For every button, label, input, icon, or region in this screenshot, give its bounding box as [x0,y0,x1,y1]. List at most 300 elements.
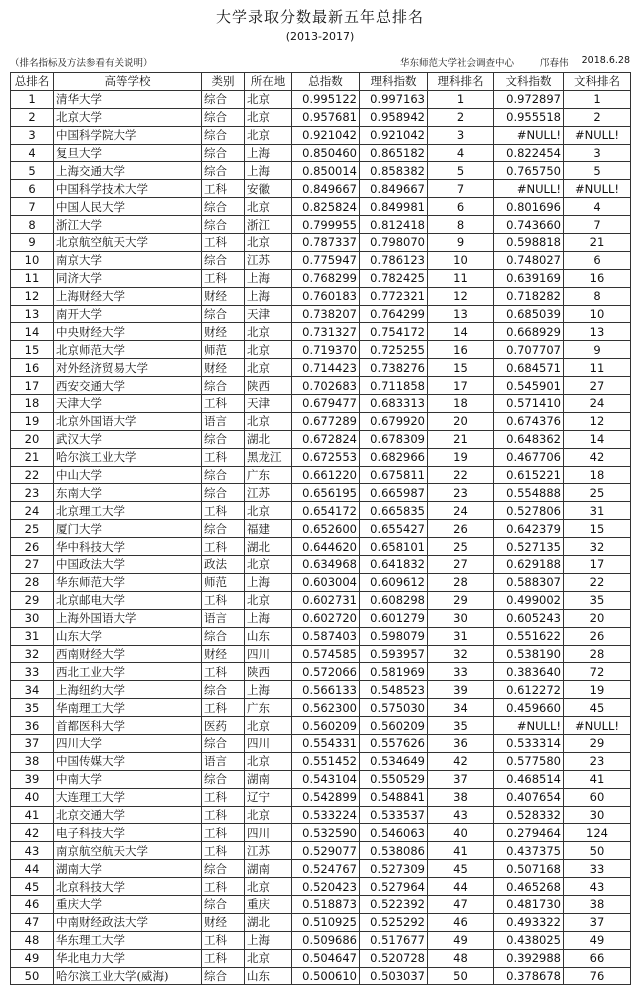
cell-total-index: 0.524767 [292,860,360,878]
cell-total-index: 0.849667 [292,180,360,198]
cell-arts-index: #NULL! [494,717,564,735]
cell-science-index: 0.682966 [360,448,428,466]
ranking-table [10,72,631,985]
table-row [11,448,631,466]
cell-total-rank: 41 [11,806,54,824]
cell-science-rank: 4 [428,144,494,162]
cell-science-rank: 14 [428,323,494,341]
cell-arts-rank: 66 [564,949,631,967]
cell-science-rank: 9 [428,234,494,252]
cell-total-rank: 19 [11,412,54,430]
cell-total-rank: 43 [11,842,54,860]
table-row [11,377,631,395]
cell-total-rank: 5 [11,162,54,180]
cell-school: 西安交通大学 [54,377,202,395]
cell-arts-index: #NULL! [494,126,564,144]
cell-category: 财经 [202,359,245,377]
cell-science-index: 0.678309 [360,430,428,448]
cell-total-rank: 42 [11,824,54,842]
cell-total-index: 0.529077 [292,842,360,860]
cell-total-index: 0.543104 [292,770,360,788]
cell-total-rank: 49 [11,949,54,967]
cell-arts-rank: #NULL! [564,717,631,735]
cell-location: 江苏 [245,484,292,502]
cell-school: 哈尔滨工业大学(威海) [54,967,202,985]
cell-arts-rank: 10 [564,305,631,323]
cell-science-rank: 34 [428,699,494,717]
cell-location: 北京 [245,359,292,377]
cell-arts-rank: 5 [564,162,631,180]
table-row [11,466,631,484]
cell-science-index: 0.675811 [360,466,428,484]
cell-arts-index: 0.551622 [494,627,564,645]
cell-category: 综合 [202,681,245,699]
table-row [11,573,631,591]
cell-science-index: 0.849981 [360,198,428,216]
cell-total-rank: 12 [11,287,54,305]
cell-location: 北京 [245,108,292,126]
cell-arts-rank: 33 [564,860,631,878]
cell-location: 福建 [245,520,292,538]
period-label: (2013-2017) [285,30,355,43]
cell-science-index: 0.754172 [360,323,428,341]
cell-category: 工科 [202,842,245,860]
cell-total-index: 0.602731 [292,591,360,609]
cell-science-index: 0.665987 [360,484,428,502]
table-row [11,323,631,341]
cell-arts-rank: 13 [564,323,631,341]
cell-school: 中南财经政法大学 [54,913,202,931]
cell-total-index: 0.719370 [292,341,360,359]
cell-science-index: 0.798070 [360,234,428,252]
cell-school: 中国人民大学 [54,198,202,216]
cell-total-index: 0.652600 [292,520,360,538]
cell-category: 综合 [202,305,245,323]
cell-science-index: 0.560209 [360,717,428,735]
cell-category: 财经 [202,323,245,341]
cell-arts-index: 0.598818 [494,234,564,252]
table-row [11,144,631,162]
cell-arts-index: 0.499002 [494,591,564,609]
cell-category: 工科 [202,824,245,842]
cell-science-index: 0.517677 [360,931,428,949]
cell-category: 工科 [202,269,245,287]
cell-category: 综合 [202,144,245,162]
table-row [11,949,631,967]
table-row [11,860,631,878]
cell-science-index: 0.812418 [360,216,428,234]
cell-science-index: 0.641832 [360,556,428,574]
cell-total-index: 0.850460 [292,144,360,162]
cell-science-index: 0.609612 [360,573,428,591]
cell-science-rank: 49 [428,931,494,949]
cell-science-rank: 42 [428,752,494,770]
table-row [11,180,631,198]
cell-arts-index: 0.684571 [494,359,564,377]
cell-category: 综合 [202,627,245,645]
cell-location: 北京 [245,878,292,896]
cell-arts-index: 0.538190 [494,645,564,663]
cell-science-index: 0.738276 [360,359,428,377]
cell-science-rank: 11 [428,269,494,287]
cell-total-index: 0.672553 [292,448,360,466]
cell-arts-rank: 76 [564,967,631,985]
cell-science-index: 0.557626 [360,734,428,752]
cell-total-index: 0.562300 [292,699,360,717]
cell-total-rank: 39 [11,770,54,788]
cell-science-rank: 50 [428,967,494,985]
cell-total-index: 0.532590 [292,824,360,842]
cell-science-rank: 39 [428,681,494,699]
table-row [11,717,631,735]
cell-total-rank: 27 [11,556,54,574]
cell-school: 北京交通大学 [54,806,202,824]
cell-arts-rank: 41 [564,770,631,788]
cell-science-rank: 10 [428,251,494,269]
cell-arts-index: 0.383640 [494,663,564,681]
table-row [11,430,631,448]
cell-category: 工科 [202,878,245,896]
cell-science-index: 0.772321 [360,287,428,305]
cell-school: 北京理工大学 [54,502,202,520]
cell-category: 政法 [202,556,245,574]
cell-location: 江苏 [245,842,292,860]
cell-arts-rank: 38 [564,895,631,913]
cell-location: 北京 [245,949,292,967]
page-title: 大学录取分数最新五年总排名 [215,8,424,26]
cell-science-rank: 26 [428,520,494,538]
cell-total-rank: 48 [11,931,54,949]
cell-science-rank: 6 [428,198,494,216]
cell-science-rank: 35 [428,717,494,735]
cell-arts-rank: 11 [564,359,631,377]
cell-category: 综合 [202,251,245,269]
cell-arts-index: 0.392988 [494,949,564,967]
cell-location: 四川 [245,645,292,663]
source-label: 华东师范大学社会调查中心 [400,58,515,69]
cell-location: 江苏 [245,251,292,269]
cell-science-index: 0.503037 [360,967,428,985]
cell-arts-index: 0.571410 [494,395,564,413]
cell-arts-index: 0.612272 [494,681,564,699]
cell-total-index: 0.714423 [292,359,360,377]
cell-arts-rank: 29 [564,734,631,752]
cell-science-rank: 19 [428,448,494,466]
cell-school: 清华大学 [54,90,202,108]
cell-arts-index: 0.668929 [494,323,564,341]
cell-school: 天津大学 [54,395,202,413]
cell-arts-rank: 27 [564,377,631,395]
cell-location: 山东 [245,967,292,985]
cell-total-index: 0.787337 [292,234,360,252]
cell-category: 综合 [202,770,245,788]
cell-school: 北京外国语大学 [54,412,202,430]
table-row [11,878,631,896]
cell-school: 北京大学 [54,108,202,126]
header-category: 类别 [202,73,245,91]
cell-location: 北京 [245,412,292,430]
header-location: 所在地 [245,73,292,91]
cell-science-rank: 43 [428,806,494,824]
cell-category: 医药 [202,717,245,735]
table-row [11,967,631,985]
cell-total-index: 0.661220 [292,466,360,484]
cell-science-index: 0.764299 [360,305,428,323]
cell-category: 工科 [202,448,245,466]
cell-category: 语言 [202,609,245,627]
table-row [11,538,631,556]
table-row [11,412,631,430]
cell-arts-rank: 8 [564,287,631,305]
cell-science-rank: 30 [428,609,494,627]
cell-category: 综合 [202,895,245,913]
cell-science-index: 0.575030 [360,699,428,717]
cell-location: 上海 [245,287,292,305]
cell-science-rank: 24 [428,502,494,520]
cell-location: 上海 [245,609,292,627]
cell-science-index: 0.525292 [360,913,428,931]
cell-total-index: 0.679477 [292,395,360,413]
cell-total-rank: 13 [11,305,54,323]
cell-location: 黑龙江 [245,448,292,466]
cell-total-index: 0.654172 [292,502,360,520]
table-row [11,734,631,752]
cell-location: 重庆 [245,895,292,913]
cell-school: 华中科技大学 [54,538,202,556]
cell-science-rank: 45 [428,860,494,878]
cell-science-rank: 40 [428,824,494,842]
cell-total-index: 0.957681 [292,108,360,126]
cell-school: 中国传媒大学 [54,752,202,770]
cell-total-rank: 16 [11,359,54,377]
cell-arts-rank: 45 [564,699,631,717]
cell-total-index: 0.510925 [292,913,360,931]
cell-school: 西南财经大学 [54,645,202,663]
cell-total-rank: 33 [11,663,54,681]
cell-arts-index: 0.615221 [494,466,564,484]
cell-science-index: 0.548841 [360,788,428,806]
cell-science-rank: 48 [428,949,494,967]
cell-total-index: 0.566133 [292,681,360,699]
cell-total-rank: 3 [11,126,54,144]
cell-location: 广东 [245,466,292,484]
cell-total-rank: 11 [11,269,54,287]
table-row [11,359,631,377]
cell-total-rank: 50 [11,967,54,985]
cell-arts-index: 0.955518 [494,108,564,126]
cell-arts-rank: 4 [564,198,631,216]
cell-science-rank: 23 [428,484,494,502]
cell-total-index: 0.799955 [292,216,360,234]
cell-location: 安徽 [245,180,292,198]
table-row [11,269,631,287]
author-label: 邝春伟 [540,58,569,69]
cell-total-index: 0.533224 [292,806,360,824]
cell-school: 南京大学 [54,251,202,269]
cell-science-rank: 46 [428,913,494,931]
cell-total-rank: 14 [11,323,54,341]
cell-science-index: 0.658101 [360,538,428,556]
cell-science-rank: 2 [428,108,494,126]
cell-total-index: 0.760183 [292,287,360,305]
cell-total-rank: 2 [11,108,54,126]
cell-science-rank: 12 [428,287,494,305]
cell-total-rank: 23 [11,484,54,502]
cell-arts-rank: 25 [564,484,631,502]
cell-total-index: 0.850014 [292,162,360,180]
cell-arts-rank: 37 [564,913,631,931]
cell-school: 南开大学 [54,305,202,323]
cell-school: 中国科学院大学 [54,126,202,144]
cell-arts-index: 0.801696 [494,198,564,216]
table-row [11,520,631,538]
cell-category: 综合 [202,216,245,234]
cell-science-index: 0.683313 [360,395,428,413]
cell-arts-index: 0.528332 [494,806,564,824]
cell-category: 师范 [202,573,245,591]
cell-arts-index: 0.465268 [494,878,564,896]
cell-school: 电子科技大学 [54,824,202,842]
cell-arts-index: 0.822454 [494,144,564,162]
table-row [11,895,631,913]
cell-science-index: 0.522392 [360,895,428,913]
cell-arts-rank: 2 [564,108,631,126]
cell-science-index: 0.665835 [360,502,428,520]
table-row [11,591,631,609]
cell-school: 大连理工大学 [54,788,202,806]
cell-total-rank: 47 [11,913,54,931]
cell-total-index: 0.504647 [292,949,360,967]
cell-arts-index: 0.642379 [494,520,564,538]
cell-category: 综合 [202,198,245,216]
cell-category: 综合 [202,162,245,180]
cell-total-index: 0.825824 [292,198,360,216]
table-row [11,627,631,645]
cell-science-rank: 22 [428,466,494,484]
table-row [11,198,631,216]
cell-category: 财经 [202,913,245,931]
cell-total-index: 0.602720 [292,609,360,627]
table-row [11,842,631,860]
cell-total-rank: 21 [11,448,54,466]
cell-location: 上海 [245,144,292,162]
cell-location: 广东 [245,699,292,717]
cell-arts-index: 0.437375 [494,842,564,860]
cell-total-index: 0.921042 [292,126,360,144]
cell-category: 综合 [202,466,245,484]
cell-school: 哈尔滨工业大学 [54,448,202,466]
cell-total-index: 0.738207 [292,305,360,323]
cell-science-index: 0.520728 [360,949,428,967]
cell-arts-index: 0.527135 [494,538,564,556]
header-total-rank: 总排名 [11,73,54,91]
cell-arts-index: 0.743660 [494,216,564,234]
cell-science-index: 0.546063 [360,824,428,842]
cell-school: 上海交通大学 [54,162,202,180]
cell-science-rank: 18 [428,395,494,413]
cell-category: 综合 [202,520,245,538]
cell-science-rank: 20 [428,412,494,430]
cell-arts-rank: 12 [564,412,631,430]
cell-school: 北京科技大学 [54,878,202,896]
cell-total-rank: 17 [11,377,54,395]
table-row [11,770,631,788]
cell-arts-index: 0.765750 [494,162,564,180]
cell-category: 语言 [202,752,245,770]
cell-total-rank: 28 [11,573,54,591]
cell-category: 综合 [202,108,245,126]
cell-science-rank: 3 [428,126,494,144]
cell-science-rank: 38 [428,788,494,806]
cell-arts-rank: 60 [564,788,631,806]
header-science-rank: 理科排名 [428,73,494,91]
cell-arts-index: 0.459660 [494,699,564,717]
table-row [11,663,631,681]
cell-science-rank: 31 [428,627,494,645]
cell-total-rank: 29 [11,591,54,609]
cell-school: 中国政法大学 [54,556,202,574]
cell-category: 工科 [202,663,245,681]
cell-location: 上海 [245,573,292,591]
cell-location: 辽宁 [245,788,292,806]
cell-arts-index: 0.972897 [494,90,564,108]
cell-total-rank: 35 [11,699,54,717]
cell-category: 综合 [202,484,245,502]
cell-total-index: 0.518873 [292,895,360,913]
table-row [11,251,631,269]
cell-total-index: 0.551452 [292,752,360,770]
cell-arts-index: 0.378678 [494,967,564,985]
cell-total-rank: 31 [11,627,54,645]
cell-category: 师范 [202,341,245,359]
cell-total-index: 0.995122 [292,90,360,108]
cell-science-rank: 37 [428,770,494,788]
cell-arts-rank: 31 [564,502,631,520]
cell-total-rank: 10 [11,251,54,269]
cell-category: 工科 [202,395,245,413]
cell-total-index: 0.500610 [292,967,360,985]
table-row [11,216,631,234]
cell-science-index: 0.581969 [360,663,428,681]
cell-total-rank: 40 [11,788,54,806]
cell-arts-index: 0.605243 [494,609,564,627]
cell-total-rank: 37 [11,734,54,752]
cell-arts-index: 0.527806 [494,502,564,520]
cell-total-rank: 1 [11,90,54,108]
cell-arts-index: 0.507168 [494,860,564,878]
cell-category: 工科 [202,949,245,967]
cell-science-rank: 17 [428,377,494,395]
table-row [11,913,631,931]
cell-total-index: 0.520423 [292,878,360,896]
table-row [11,645,631,663]
cell-science-index: 0.997163 [360,90,428,108]
cell-category: 综合 [202,90,245,108]
cell-total-rank: 30 [11,609,54,627]
cell-arts-rank: 35 [564,591,631,609]
cell-total-index: 0.574585 [292,645,360,663]
cell-category: 综合 [202,967,245,985]
table-row [11,484,631,502]
header-arts-index: 文科指数 [494,73,564,91]
table-row [11,341,631,359]
cell-science-rank: 5 [428,162,494,180]
cell-location: 四川 [245,734,292,752]
cell-arts-index: 0.674376 [494,412,564,430]
cell-location: 天津 [245,305,292,323]
cell-arts-rank: 6 [564,251,631,269]
cell-school: 中央财经大学 [54,323,202,341]
